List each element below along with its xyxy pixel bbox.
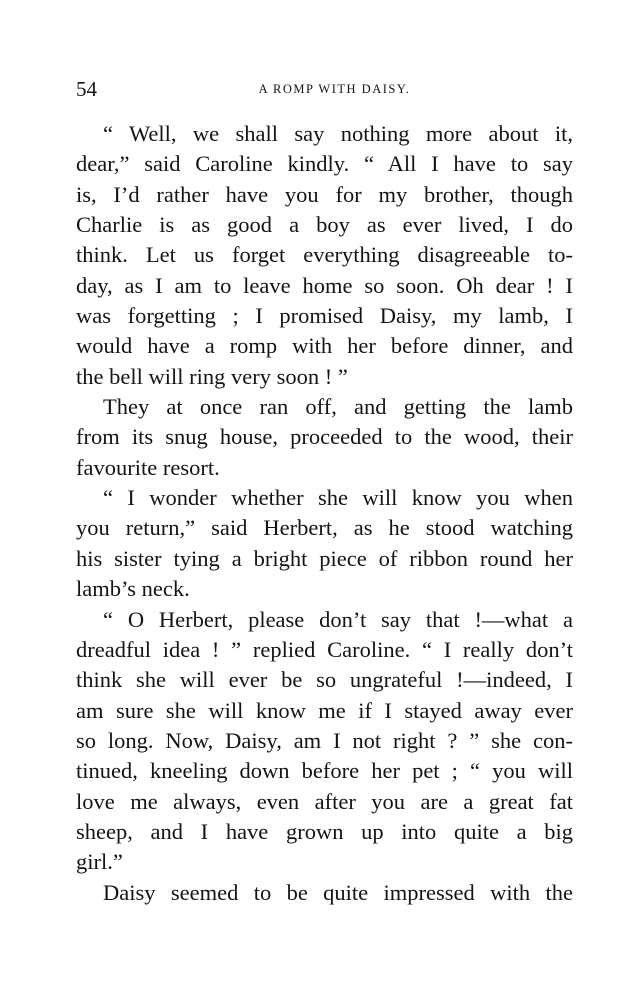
text-line: Daisy seemed to be quite impressed with the — [103, 879, 573, 905]
running-title: A ROMP WITH DAISY. — [258, 82, 411, 96]
text-line: from its snug house, proceeded to the wood, their — [76, 424, 573, 450]
text-line: think she will ever be so ungrateful !—indeed, I — [76, 667, 573, 693]
text-line: favourite resort. — [76, 454, 220, 480]
text-line: dreadful idea ! ” replied Caroline. “ I really don’t — [76, 636, 573, 662]
text-line: love me always, even after you are a great fat — [76, 788, 573, 814]
text-line: was forgetting ; I promised Daisy, my lamb, I — [76, 303, 573, 329]
body-text — [76, 119, 573, 908]
text-line: his sister tying a bright piece of ribbon round her — [76, 545, 573, 571]
text-line: “ O Herbert, please don’t say that !—what a — [103, 606, 573, 632]
text-line: think. Let us forget everything disagreeable to- — [76, 242, 573, 268]
text-line: so long. Now, Daisy, am I not right ? ” she con- — [76, 727, 573, 753]
page-number: 54 — [76, 77, 97, 101]
text-line: lamb’s neck. — [76, 576, 190, 602]
text-line: would have a romp with her before dinner, and — [76, 333, 573, 359]
text-line: the bell will ring very soon ! ” — [76, 363, 348, 389]
text-line: you return,” said Herbert, as he stood watching — [76, 515, 573, 541]
text-line: day, as I am to leave home so soon. Oh dear ! I — [76, 272, 573, 298]
text-line: is, I’d rather have you for my brother, though — [76, 181, 573, 207]
page-header — [76, 76, 573, 102]
text-line: Charlie is as good a boy as ever lived, I do — [76, 212, 573, 238]
text-line: sheep, and I have grown up into quite a big — [76, 818, 573, 844]
text-line: “ Well, we shall say nothing more about it, — [103, 121, 573, 146]
text-line: They at once ran off, and getting the lamb — [103, 394, 573, 420]
text-line: girl.” — [76, 849, 123, 875]
text-line: dear,” said Caroline kindly. “ All I have to say — [76, 151, 573, 177]
text-line: “ I wonder whether she will know you when — [103, 485, 573, 511]
text-line: tinued, kneeling down before her pet ; “ you will — [76, 758, 573, 784]
text-line: am sure she will know me if I stayed away ever — [76, 697, 573, 723]
